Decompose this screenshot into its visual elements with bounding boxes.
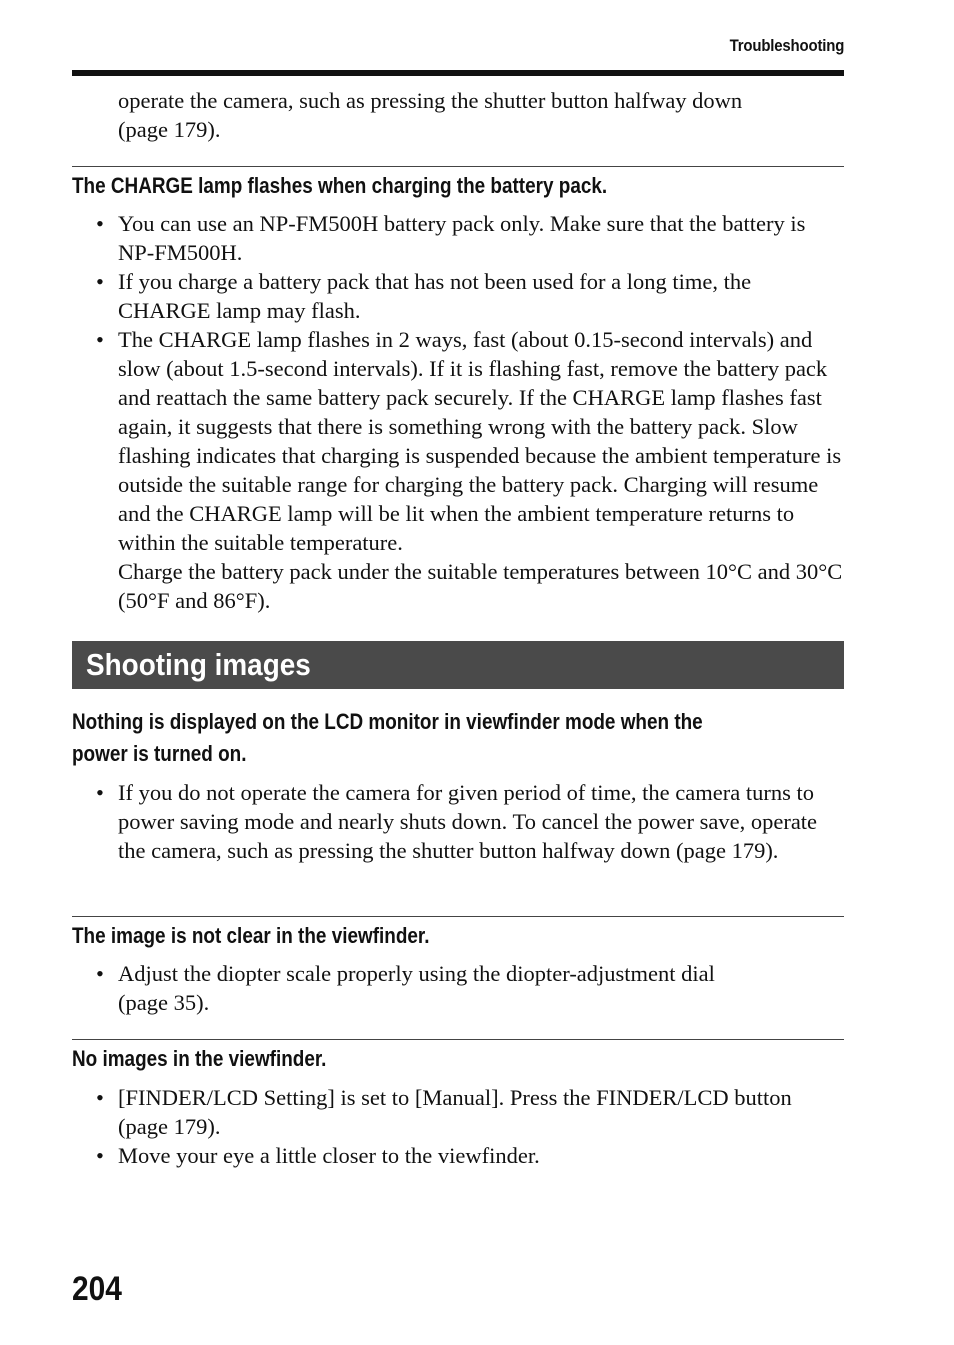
top-rule — [72, 70, 844, 76]
divider-rule — [72, 1039, 844, 1040]
lcd-bullet-list — [96, 778, 844, 865]
list-item — [96, 325, 844, 615]
list-item-text: [FINDER/LCD Setting] is set to [Manual]. Press the FINDER/LCD button (page 179). — [118, 1085, 792, 1139]
list-item-text: If you do not operate the camera for given period of time, the camera turns to power saving mode and nearly shuts down. To cancel the power save, operate the camera, such as pressing the shutter button halfway down (page 179). — [118, 780, 818, 863]
list-item — [96, 959, 844, 1017]
list-item-note: Charge the battery pack under the suitable temperatures between 10°C and 30°C (50°F and 86°F). — [118, 559, 843, 613]
running-head: Troubleshooting — [729, 36, 844, 55]
list-item-text: Move your eye a little closer to the viewfinder. — [118, 1143, 540, 1168]
bullet-marker: • — [96, 269, 104, 294]
list-item — [96, 778, 844, 865]
continued-line-1: operate the camera, such as pressing the shutter button halfway down — [118, 88, 743, 113]
section-title: Shooting images — [86, 647, 311, 682]
bullet-marker: • — [96, 211, 104, 236]
bullet-marker: • — [96, 961, 104, 986]
noimages-heading: No images in the viewfinder. — [72, 1046, 327, 1071]
divider-rule — [72, 916, 844, 917]
lcd-heading-line-2: power is turned on. — [72, 741, 247, 766]
lcd-heading — [72, 706, 751, 770]
lcd-heading-line-1: Nothing is displayed on the LCD monitor in viewfinder mode when the — [72, 709, 703, 734]
bullet-marker: • — [96, 1143, 104, 1168]
list-item — [96, 1141, 844, 1170]
list-item-text: The CHARGE lamp flashes in 2 ways, fast (about 0.15-second intervals) and slow (about 1.5-second intervals). If it is flashing fast, remove the battery pack and reattach the same battery pack securely. If the CHARGE lamp flashes fast again, it suggests that there is something wrong with the battery pack. Slow flashing indicates that charging is suspended because the ambient temperature is outside the suitable range for charging the battery pack. Charging will resume and the CHARGE lamp will be lit when the ambient temperature returns to within the suitable temperature. — [118, 327, 842, 555]
list-item-text: Adjust the diopter scale properly using the diopter-adjustment dial (page 35). — [118, 961, 715, 1015]
continued-line-2: (page 179). — [118, 117, 221, 142]
continued-text — [118, 86, 844, 144]
list-item-text: You can use an NP-FM500H battery pack only. Make sure that the battery is NP-FM500H. — [118, 211, 806, 265]
charge-bullet-list — [96, 209, 844, 615]
charge-heading: The CHARGE lamp flashes when charging the battery pack. — [72, 173, 608, 198]
divider-rule — [72, 166, 844, 167]
bullet-marker: • — [96, 780, 104, 805]
list-item — [96, 1083, 844, 1141]
unclear-bullet-list — [96, 959, 844, 1017]
bullet-marker: • — [96, 1085, 104, 1110]
bullet-marker: • — [96, 327, 104, 352]
noimages-bullet-list — [96, 1083, 844, 1170]
unclear-heading: The image is not clear in the viewfinder. — [72, 923, 430, 948]
list-item — [96, 209, 844, 267]
page-number: 204 — [72, 1270, 122, 1308]
list-item-text: If you charge a battery pack that has not been used for a long time, the CHARGE lamp may flash. — [118, 269, 752, 323]
section-header-bar — [72, 641, 844, 689]
list-item — [96, 267, 844, 325]
